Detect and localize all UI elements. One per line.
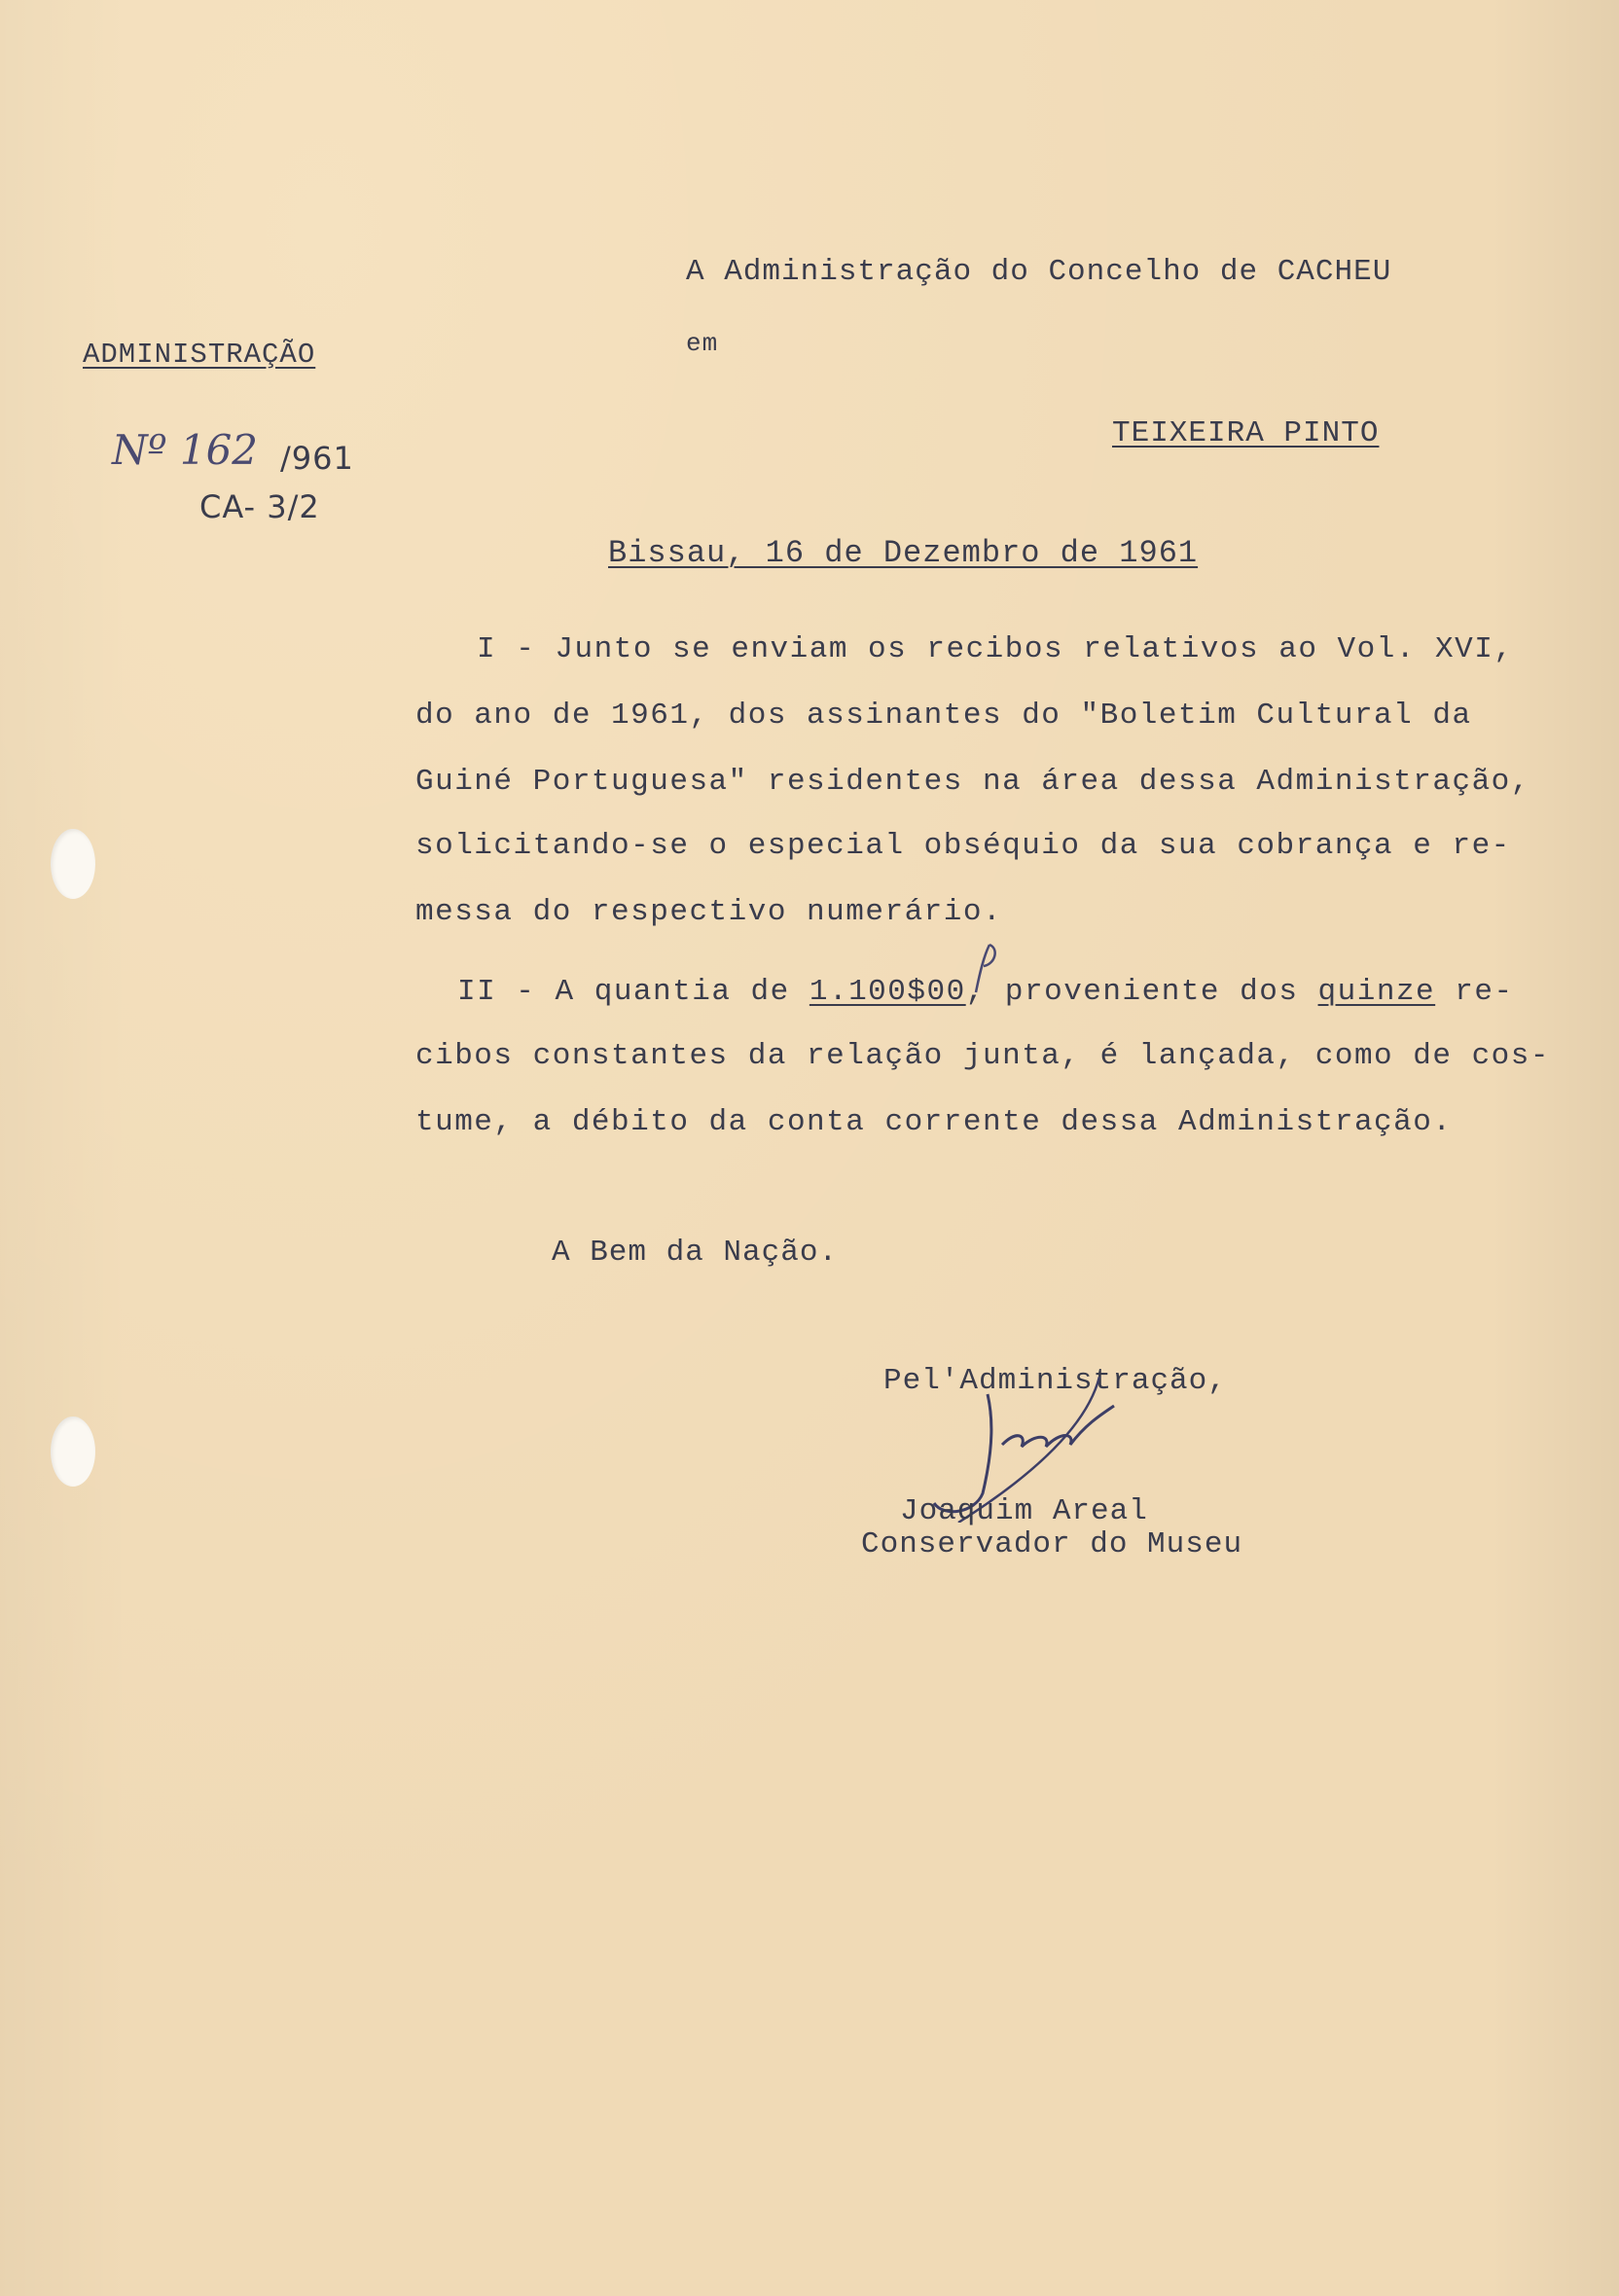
closing-salutation: A Bem da Nação. [552, 1236, 839, 1270]
reference-year: /961 [280, 440, 354, 477]
addressee-town: TEIXEIRA PINTO [1112, 416, 1380, 450]
signatory-name: Joaquim Areal [900, 1494, 1148, 1528]
p2-count: quinze [1317, 975, 1436, 1009]
file-code: CA- 3/2 [199, 488, 320, 525]
p1-line-2: do ano de 1961, dos assinantes do "Boletim Cultural da [415, 699, 1472, 733]
department-heading: ADMINISTRAÇÃO [83, 339, 316, 371]
punch-hole-lower [51, 1417, 95, 1487]
p1-line-4: solicitando-se o especial obséquio da sua cobrança e re- [415, 829, 1511, 863]
p1-line-3: Guiné Portuguesa" residentes na área dessa Administração, [415, 765, 1530, 799]
signature-per: Pel'Administração, [883, 1364, 1227, 1398]
addressee-line-1: A Administração do Concelho de CACHEU [686, 255, 1392, 289]
p2-start: II - A quantia de [457, 975, 810, 1009]
p2-line-3: tume, a débito da conta corrente dessa Administração. [415, 1105, 1453, 1139]
reference-number-handwritten: Nº 162 [112, 426, 259, 474]
p2-line-2: cibos constantes da relação junta, é lançada, como de cos- [415, 1039, 1550, 1073]
p2-end: re- [1435, 975, 1514, 1009]
punch-hole-upper [51, 829, 95, 899]
p1-line-5: messa do respectivo numerário. [415, 895, 1003, 929]
signatory-title: Conservador do Museu [861, 1527, 1243, 1561]
p1-line-1: I - Junto se enviam os recibos relativos ao Vol. XVI, [477, 632, 1514, 666]
p2-mid: , proveniente dos [965, 975, 1318, 1009]
amount-handwritten-mark [966, 939, 1005, 997]
addressee-line-2: em [686, 329, 719, 358]
p2-amount: 1.100$00 [809, 975, 966, 1009]
date-line: Bissau, 16 de Dezembro de 1961 [608, 535, 1199, 571]
